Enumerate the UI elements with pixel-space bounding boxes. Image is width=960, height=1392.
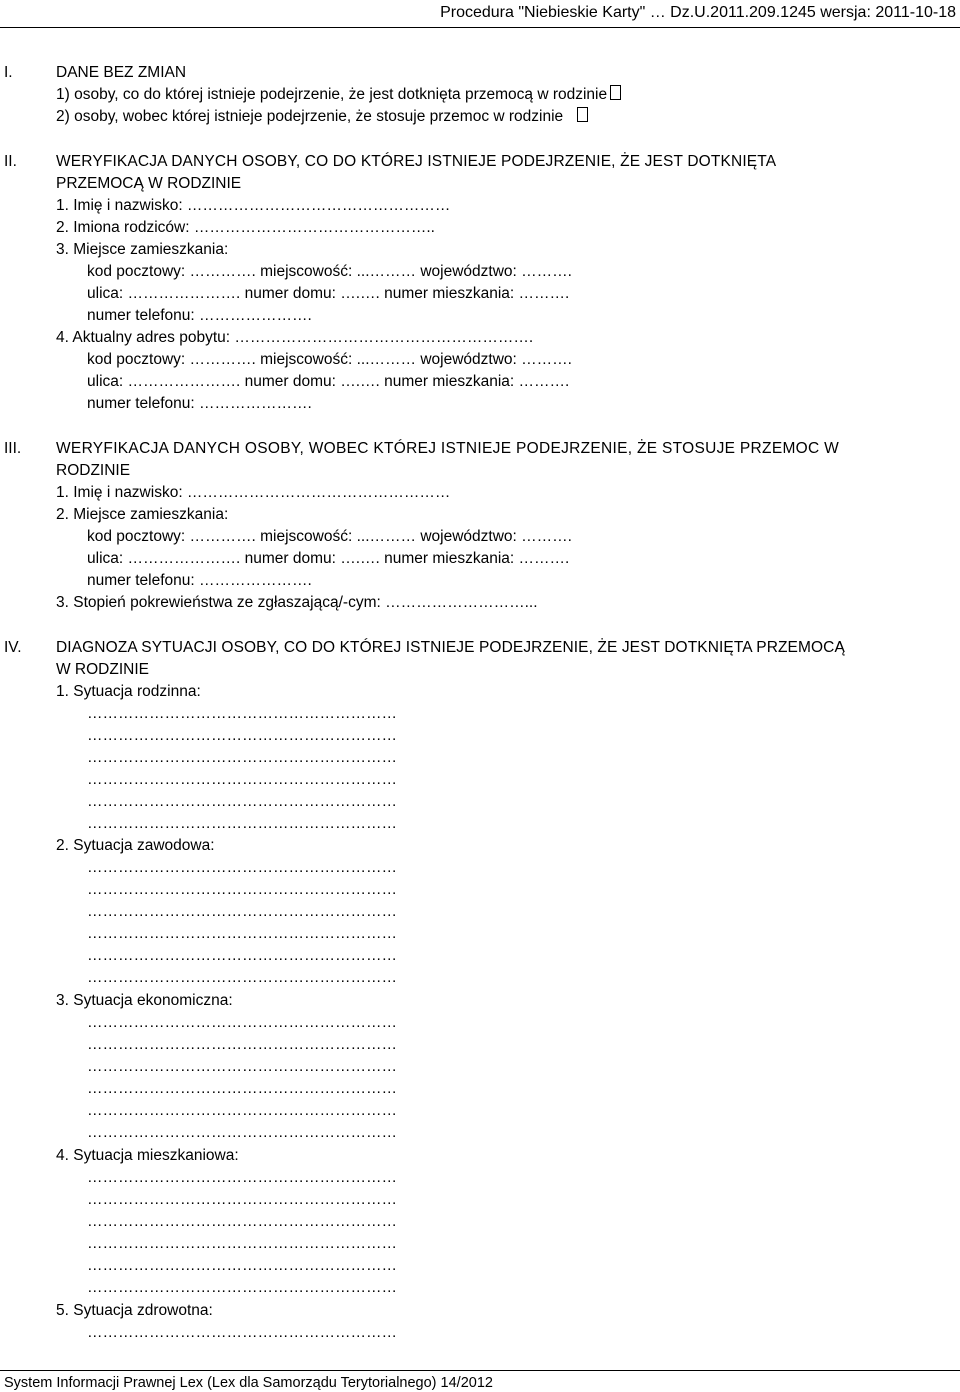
dots-line[interactable]: …………………………………………………… [87, 705, 397, 722]
section-4-title-line-1: DIAGNOZA SYTUACJI OSOBY, CO DO KTÓREJ ISTNIEJE PODEJRZENIE, ŻE JEST DOTKNIĘTA PRZEMOCĄ [56, 639, 845, 656]
section-1-number: I. [4, 64, 13, 81]
field-current-address[interactable]: 4. Aktualny adres pobytu: …………………………………………………. [56, 329, 534, 346]
field-current-postal[interactable]: kod pocztowy: …………. miejscowość: ...……… województwo: ………. [87, 351, 572, 368]
dots-line[interactable]: …………………………………………………… [87, 1191, 397, 1208]
section-3-number: III. [4, 440, 22, 457]
dots-line[interactable]: …………………………………………………… [87, 903, 397, 920]
dots-line[interactable]: …………………………………………………… [87, 925, 397, 942]
field-name[interactable]: 1. Imię i nazwisko: …………………………………………… [56, 197, 451, 214]
section-1-item-2 [56, 106, 588, 128]
section-1-title: DANE BEZ ZMIAN [56, 64, 187, 81]
field-perpetrator-street[interactable]: ulica: …………………. numer domu: ….…. numer mieszkania: ………. [87, 550, 570, 567]
dots-line[interactable]: …………………………………………………… [87, 947, 397, 964]
checkbox-icon[interactable] [577, 107, 588, 122]
field-current-phone[interactable]: numer telefonu: …………………. [87, 395, 312, 412]
dots-line[interactable]: …………………………………………………… [87, 1124, 397, 1141]
section-2-number: II. [4, 153, 17, 170]
item-2-text: 2) osoby, wobec której istnieje podejrzenie, że stosuje przemoc w rodzinie [56, 108, 564, 125]
field-perpetrator-phone[interactable]: numer telefonu: …………………. [87, 572, 312, 589]
dots-line[interactable]: …………………………………………………… [87, 1036, 397, 1053]
dots-line[interactable]: …………………………………………………… [87, 1235, 397, 1252]
footer-rule [0, 1370, 960, 1371]
dots-line[interactable]: …………………………………………………… [87, 1014, 397, 1031]
section-3-title-line-2: RODZINIE [56, 462, 131, 479]
checkbox-icon[interactable] [610, 85, 621, 100]
dots-line[interactable]: …………………………………………………… [87, 815, 397, 832]
label-family-situation: 1. Sytuacja rodzinna: [56, 683, 201, 700]
dots-line[interactable]: …………………………………………………… [87, 1324, 397, 1341]
page-footer: System Informacji Prawnej Lex (Lex dla Samorządu Terytorialnego) 14/2012 [4, 1375, 493, 1391]
field-perpetrator-postal[interactable]: kod pocztowy: …………. miejscowość: ...……… województwo: ………. [87, 528, 572, 545]
dots-line[interactable]: …………………………………………………… [87, 1102, 397, 1119]
field-perpetrator-name[interactable]: 1. Imię i nazwisko: …………………………………………… [56, 484, 451, 501]
dots-line[interactable]: …………………………………………………… [87, 1257, 397, 1274]
label-housing-situation: 4. Sytuacja mieszkaniowa: [56, 1147, 239, 1164]
section-2-title-line-2: PRZEMOCĄ W RODZINIE [56, 175, 242, 192]
dots-line[interactable]: …………………………………………………… [87, 749, 397, 766]
dots-line[interactable]: …………………………………………………… [87, 1080, 397, 1097]
dots-line[interactable]: …………………………………………………… [87, 1058, 397, 1075]
dots-line[interactable]: …………………………………………………… [87, 727, 397, 744]
label-economic-situation: 3. Sytuacja ekonomiczna: [56, 992, 233, 1009]
section-1-item-1 [56, 84, 621, 106]
label-work-situation: 2. Sytuacja zawodowa: [56, 837, 215, 854]
field-residence-label: 3. Miejsce zamieszkania: [56, 241, 229, 258]
field-perpetrator-residence-label: 2. Miejsce zamieszkania: [56, 506, 229, 523]
label-health-situation: 5. Sytuacja zdrowotna: [56, 1302, 213, 1319]
field-residence-phone[interactable]: numer telefonu: …………………. [87, 307, 312, 324]
field-residence-street[interactable]: ulica: …………………. numer domu: ….…. numer mieszkania: ………. [87, 285, 570, 302]
section-2-title-line-1: WERYFIKACJA DANYCH OSOBY, CO DO KTÓREJ ISTNIEJE PODEJRZENIE, ŻE JEST DOTKNIĘTA [56, 153, 777, 170]
section-4-number: IV. [4, 639, 22, 656]
page-header: Procedura "Niebieskie Karty" … Dz.U.2011.209.1245 wersja: 2011-10-18 [440, 4, 956, 21]
field-current-street[interactable]: ulica: …………………. numer domu: ….…. numer mieszkania: ………. [87, 373, 570, 390]
section-4-title-line-2: W RODZINIE [56, 661, 149, 678]
dots-line[interactable]: …………………………………………………… [87, 969, 397, 986]
dots-line[interactable]: …………………………………………………… [87, 1169, 397, 1186]
header-rule [0, 27, 960, 28]
field-parents-names[interactable]: 2. Imiona rodziców: ……………………………………….. [56, 219, 435, 236]
dots-line[interactable]: …………………………………………………… [87, 1279, 397, 1296]
dots-line[interactable]: …………………………………………………… [87, 1213, 397, 1230]
dots-line[interactable]: …………………………………………………… [87, 881, 397, 898]
dots-line[interactable]: …………………………………………………… [87, 859, 397, 876]
field-residence-postal[interactable]: kod pocztowy: …………. miejscowość: ...……… województwo: ………. [87, 263, 572, 280]
dots-line[interactable]: …………………………………………………… [87, 793, 397, 810]
dots-line[interactable]: …………………………………………………… [87, 771, 397, 788]
field-kinship[interactable]: 3. Stopień pokrewieństwa ze zgłaszającą/-cym: ………………………... [56, 594, 538, 611]
item-1-text: 1) osoby, co do której istnieje podejrzenie, że jest dotknięta przemocą w rodzinie [56, 86, 608, 103]
section-3-title-line-1: WERYFIKACJA DANYCH OSOBY, WOBEC KTÓREJ ISTNIEJE PODEJRZENIE, ŻE STOSUJE PRZEMOC W [56, 440, 840, 457]
